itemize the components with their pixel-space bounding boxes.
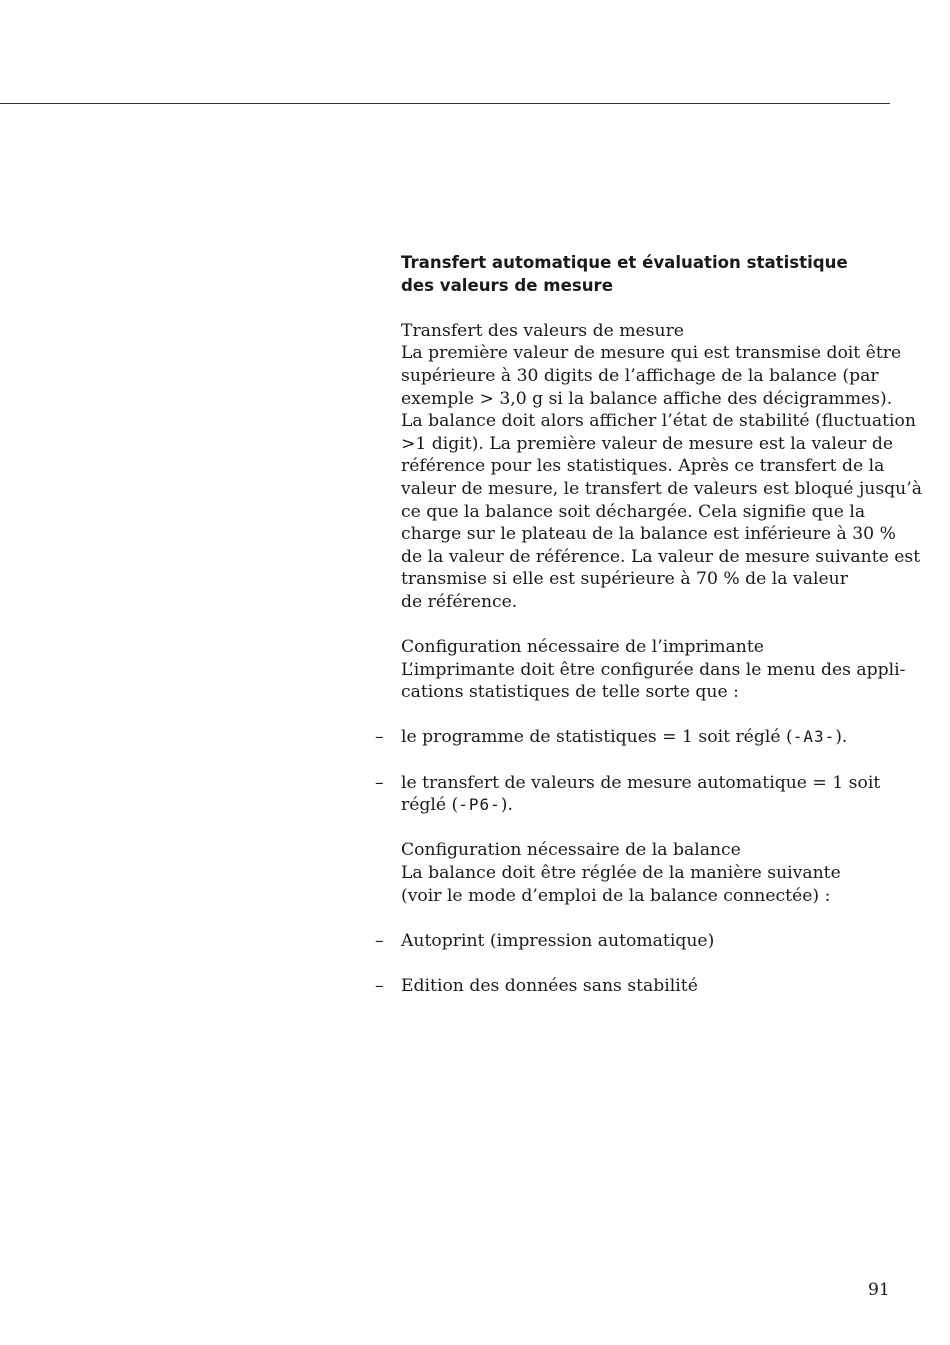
paragraph-line: transmise si elle est supérieure à 70 % de la valeur (401, 569, 848, 590)
bullet-dash: – (375, 930, 384, 951)
section-title (401, 252, 893, 297)
balance-config-heading: Configuration nécessaire de la balance (401, 840, 741, 861)
section-title-line: des valeurs de mesure (401, 275, 613, 295)
paragraph-line: La balance doit alors afficher l’état de stabilité (fluctuation (401, 411, 916, 432)
paragraph-line: supérieure à 30 digits de l’affichage de la balance (par (401, 365, 879, 386)
text-segment: ). (500, 795, 513, 816)
list-item (375, 930, 893, 953)
paragraph-line: cations statistiques de telle sorte que : (401, 682, 739, 703)
list-item (375, 726, 893, 749)
page-number: 91 (868, 1280, 890, 1300)
paragraph-line: L’imprimante doit être configurée dans le menu des appli- (401, 659, 906, 680)
main-content (375, 252, 922, 998)
paragraph-line: référence pour les statistiques. Après ce transfert de la (401, 456, 885, 477)
printer-config-heading: Configuration nécessaire de l’imprimante (401, 637, 764, 658)
paragraph-line: exemple > 3,0 g si la balance affiche des décigrammes). (401, 388, 893, 409)
section-title-line: Transfert automatique et évaluation statistique (401, 253, 848, 272)
list-item-text (401, 794, 893, 817)
printer-config-section (401, 636, 906, 704)
display-code: -P6- (458, 795, 501, 815)
list-item-text (401, 726, 893, 749)
paragraph-line: La balance doit être réglée de la manière suivante (401, 863, 841, 884)
paragraph-line: ce que la balance soit déchargée. Cela signifie que la (401, 501, 866, 522)
paragraph-line: La première valeur de mesure qui est transmise doit être (401, 343, 902, 364)
paragraph-line: >1 digit). La première valeur de mesure est la valeur de (401, 433, 894, 454)
bullet-dash: – (375, 976, 384, 996)
paragraph-line: (voir le mode d’emploi de la balance connectée) : (401, 885, 831, 906)
paragraph-line: de référence. (401, 591, 518, 612)
paragraph-line: charge sur le plateau de la balance est inférieure à 30 % (401, 524, 896, 545)
transfer-heading: Transfert des valeurs de mesure (401, 320, 684, 341)
list-item (375, 975, 893, 998)
display-code: -A3- (792, 727, 836, 747)
bullet-dash: – (375, 772, 384, 793)
text-segment: le programme de statistiques = 1 soit réglé ( (401, 727, 793, 748)
text-segment: réglé ( (401, 795, 459, 816)
list-item (375, 772, 893, 817)
text-segment: ). (835, 727, 848, 748)
transfer-section (401, 320, 922, 614)
top-rule (0, 103, 890, 104)
list-item-text: Autoprint (impression automatique) (401, 930, 715, 951)
list-item-text: le transfert de valeurs de mesure automatique = 1 soit (401, 772, 881, 793)
paragraph-line: valeur de mesure, le transfert de valeurs est bloqué jusqu’à (401, 478, 922, 499)
balance-config-section (401, 839, 893, 907)
bullet-dash: – (375, 727, 384, 748)
paragraph-line: de la valeur de référence. La valeur de mesure suivante est (401, 546, 921, 567)
list-item-text: Edition des données sans stabilité (401, 976, 698, 996)
